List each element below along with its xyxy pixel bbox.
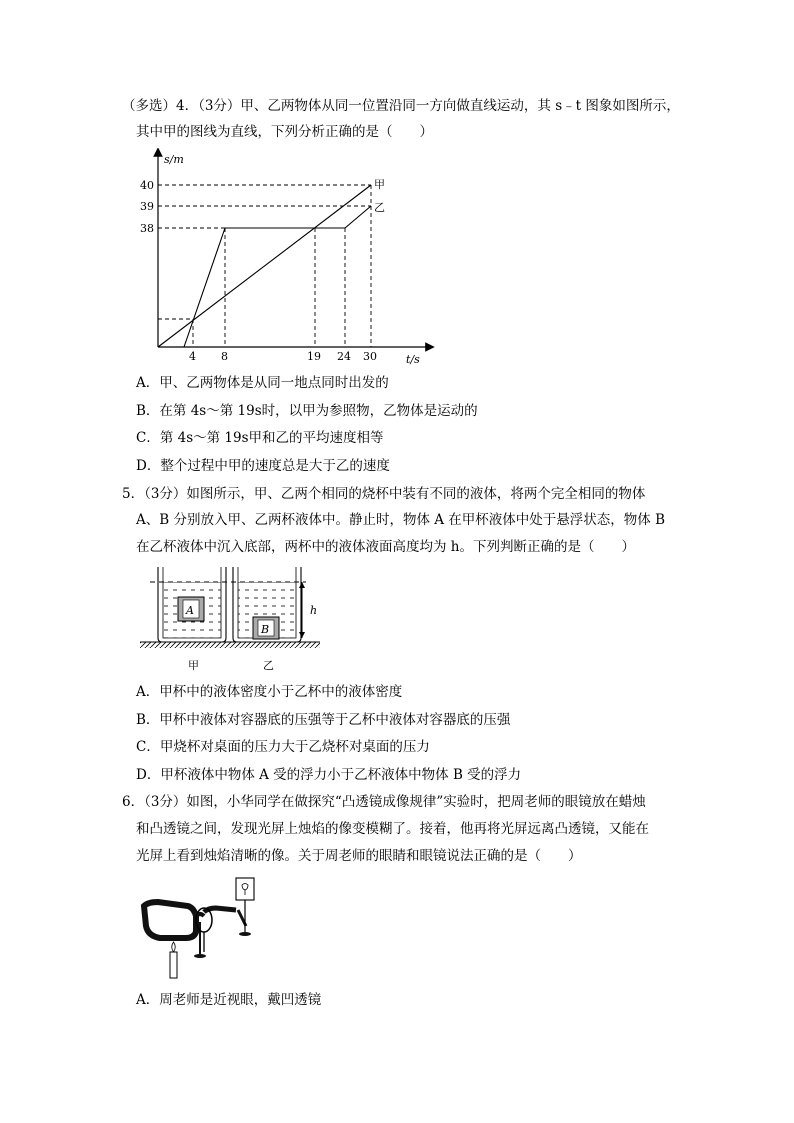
cup-jia-label: 甲 [188, 659, 199, 672]
light-screen-icon [236, 878, 254, 936]
q4-option-d: D．整个过程中甲的速度总是大于乙的速度 [136, 458, 390, 474]
series-yi-label: 乙 [374, 201, 385, 214]
st-graph [140, 148, 440, 368]
y-tick-38: 38 [140, 222, 154, 235]
y-tick-39: 39 [140, 200, 154, 213]
q5-option-b: B．甲杯中液体对容器底的压强等于乙杯中液体对容器底的压强 [136, 712, 511, 728]
lens-experiment-figure [138, 872, 268, 984]
table-surface-hatch [140, 642, 320, 648]
q5-option-c: C．甲烧杯对桌面的压力大于乙烧杯对桌面的压力 [136, 739, 430, 755]
q6-stem-line3: 光屏上看到烛焰清晰的像。关于周老师的眼睛和眼镜说法正确的是（ ） [136, 848, 582, 864]
q6-stem-line2: 和凸透镜之间，发现光屏上烛焰的像变模糊了。接着，他再将光屏远离凸透镜，又能在 [136, 821, 649, 837]
y-tick-40: 40 [140, 179, 154, 192]
q5-stem-line3: 在乙杯液体中沉入底部，两杯中的液体液面高度均为 h。下列判断正确的是（ ） [136, 539, 635, 555]
q5-option-a: A．甲杯中的液体密度小于乙杯中的液体密度 [136, 684, 403, 700]
x-tick-30: 30 [363, 350, 377, 363]
eyeglasses-icon [144, 902, 246, 958]
q5-stem-line1: 5．（3分）如图所示，甲、乙两个相同的烧杯中装有不同的液体，将两个完全相同的物体 [122, 486, 646, 502]
series-jia-line [158, 185, 371, 347]
x-tick-19: 19 [307, 350, 321, 363]
candle-icon [170, 942, 177, 978]
q5-option-d: D．甲杯液体中物体 A 受的浮力小于乙杯液体中物体 B 受的浮力 [136, 767, 522, 783]
q6-stem-line1: 6．（3分）如图，小华同学在做探究“凸透镜成像规律”实验时，把周老师的眼镜放在蜡烛 [122, 794, 646, 810]
q4-option-c: C．第 4s～第 19s甲和乙的平均速度相等 [136, 430, 384, 446]
object-a-label: A [186, 604, 194, 617]
series-jia-label: 甲 [374, 178, 385, 191]
q4-option-a: A．甲、乙两物体是从同一地点同时出发的 [136, 375, 389, 391]
x-tick-24: 24 [337, 350, 351, 363]
height-label: h [310, 604, 318, 617]
x-axis-label: t/s [406, 353, 420, 366]
q6-option-a: A．周老师是近视眼，戴凹透镜 [136, 992, 322, 1008]
q4-stem-line2: 其中甲的图线为直线，下列分析正确的是（ ） [136, 124, 433, 140]
cup-yi-label: 乙 [263, 659, 274, 672]
beaker-figure [136, 562, 336, 677]
q4-option-b: B．在第 4s～第 19s时，以甲为参照物，乙物体是运动的 [136, 403, 478, 419]
y-axis-label: s/m [164, 153, 184, 166]
x-tick-4: 4 [189, 350, 196, 363]
series-yi-line [184, 206, 371, 347]
object-b-label: B [261, 623, 270, 636]
q4-stem-line1: （多选）4．（3分）甲、乙两物体从同一位置沿同一方向做直线运动，其 s﹣t 图象如图所示， [122, 98, 680, 114]
x-tick-8: 8 [221, 350, 228, 363]
q5-stem-line2: A、B 分别放入甲、乙两杯液体中。静止时，物体 A 在甲杯液体中处于悬浮状态，物体 B [136, 512, 666, 528]
